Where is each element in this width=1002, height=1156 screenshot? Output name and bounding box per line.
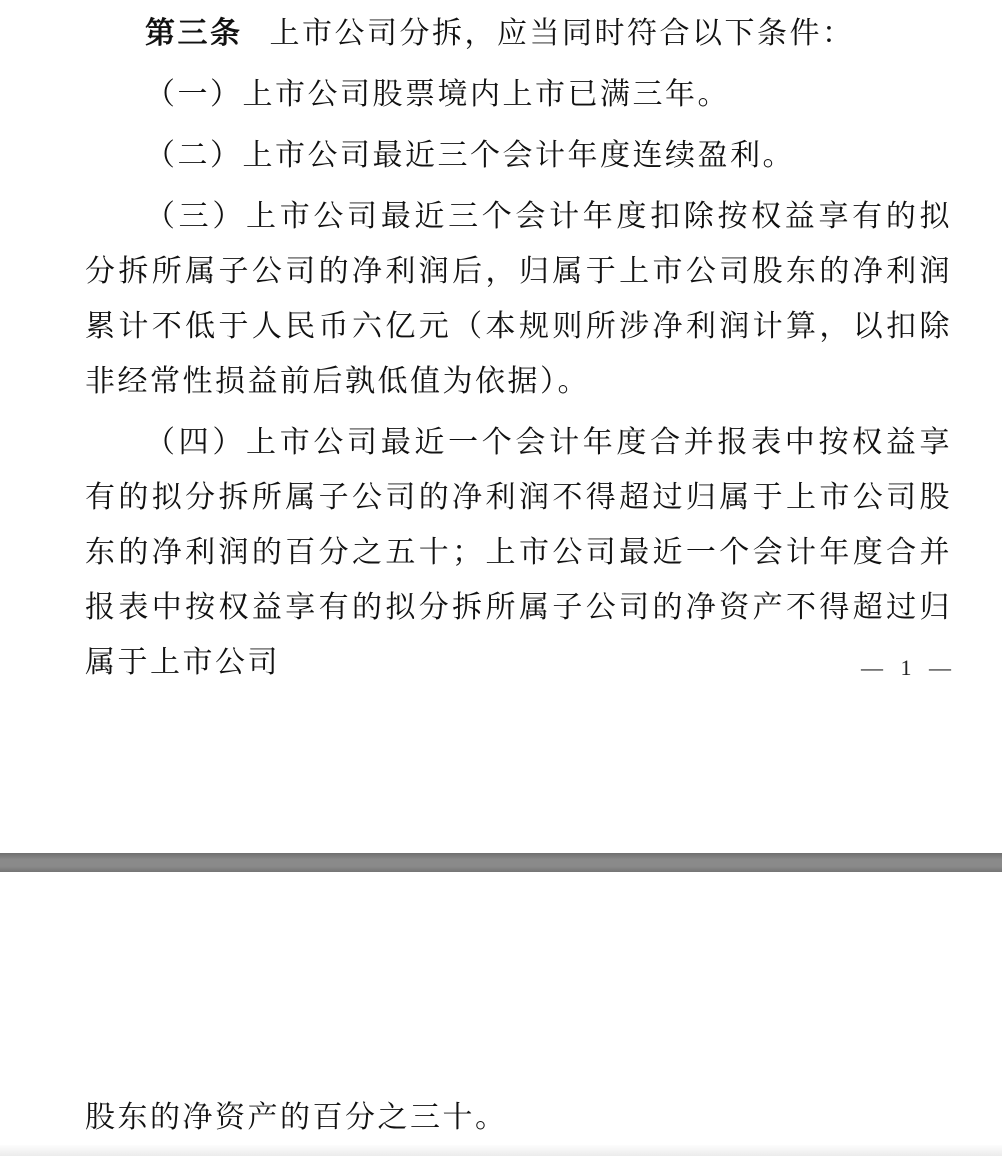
clause-item-4: （四）上市公司最近一个会计年度合并报表中按权益享有的拟分拆所属子公司的净利润不得超过归属于上市公司股东的净利润的百分之五十；上市公司最近一个会计年度合并报表中按权益享有的拟分拆所属子公司的净资产不得超过归属于上市公司 (85, 426, 952, 679)
page-1-text-block (85, 6, 952, 690)
page-bottom-shade (0, 1145, 1002, 1156)
page-gap-divider (0, 853, 1002, 872)
clause-item-3: （三）上市公司最近三个会计年度扣除按权益享有的拟分拆所属子公司的净利润后，归属于上市公司股东的净利润累计不低于人民币六亿元（本规则所涉净利润计算，以扣除非经常性损益前后孰低值为依据）。 (85, 200, 952, 398)
article-heading (85, 6, 952, 61)
clause-item-1: （一）上市公司股票境内上市已满三年。 (145, 78, 730, 111)
document-page-2 (0, 872, 1002, 1156)
article-intro: 上市公司分拆，应当同时符合以下条件： (269, 17, 855, 50)
clause-item-2: （二）上市公司最近三个会计年度连续盈利。 (145, 139, 795, 172)
page-number: — 1 — (861, 655, 957, 680)
continuation-text: 股东的净资产的百分之三十。 (85, 1101, 508, 1134)
article-number: 第三条 (145, 17, 243, 50)
